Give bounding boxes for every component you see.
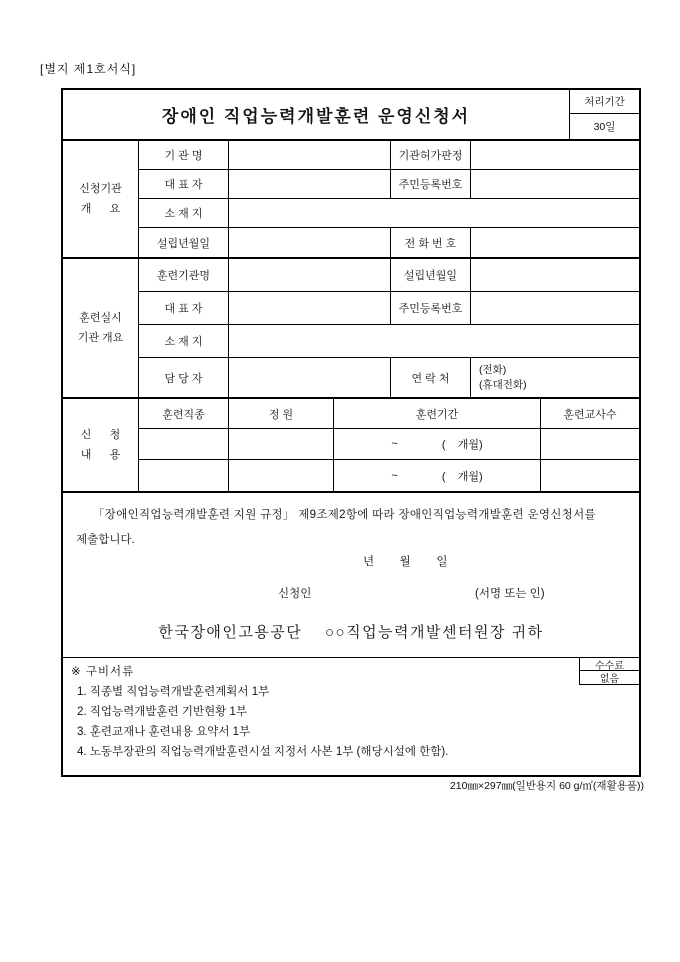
recipient-line: 한국장애인고용공단 ○○직업능력개발센터원장 귀하 (158, 624, 544, 641)
paper-spec-note: 210㎜×297㎜(일반용지 60 g/㎡(재활용품)) (449, 780, 644, 792)
date-line: 년 월 일 (363, 556, 448, 568)
table-row (139, 228, 639, 257)
section-title-line: 개 요 (80, 203, 121, 215)
list-item: 3. 훈련교재나 훈련내용 요약서 1부 (77, 726, 251, 738)
field-label: 소 재 지 (139, 325, 229, 357)
processing-period-box (570, 90, 639, 139)
field-input-cell (229, 170, 391, 198)
doc-form-label: [별지 제1호서식] (40, 62, 137, 76)
period-months: ( 개월) (441, 470, 483, 483)
section-title-line: 신 청 (80, 429, 121, 441)
section-title-line: 훈련실시 (79, 312, 122, 324)
fee-label: 수수료 (580, 658, 639, 671)
signature-note: (서명 또는 인) (475, 588, 545, 600)
field-input-cell (229, 259, 391, 291)
field-label: 담 당 자 (139, 358, 229, 397)
teachers-input-cell (541, 429, 639, 459)
field-label: 대 표 자 (139, 292, 229, 324)
processing-period-value: 30일 (593, 121, 616, 133)
period-input-cell (334, 460, 541, 491)
declaration-text-line2: 제출합니다. (76, 534, 135, 546)
section-application-content (63, 397, 639, 491)
section-applicant-org (63, 140, 639, 257)
field-input-cell (229, 228, 391, 257)
table-row (139, 141, 639, 170)
table-row (139, 460, 639, 491)
field-label: 연 락 처 (391, 358, 471, 397)
contact-phone-label: (전화) (479, 363, 507, 376)
field-input-cell (229, 199, 639, 227)
table-row (139, 170, 639, 199)
field-input-cell (471, 259, 639, 291)
column-header: 훈련기간 (334, 399, 541, 428)
field-label: 대 표 자 (139, 170, 229, 198)
fee-box (579, 658, 639, 685)
column-header: 정 원 (229, 399, 334, 428)
attachments-list (77, 682, 448, 762)
teachers-input-cell (541, 460, 639, 491)
period-months: ( 개월) (441, 439, 483, 451)
list-item: 2. 직업능력개발훈련 기반현황 1부 (77, 706, 247, 718)
declaration-section (63, 491, 639, 657)
main-form-table (61, 88, 641, 777)
attachments-title: ※ 구비서류 (71, 666, 135, 678)
field-label: 소 재 지 (139, 199, 229, 227)
declaration-text-line1: 「장애인직업능력개발훈련 지원 규정」 제9조제2항에 따라 장애인직업능력개발훈련 운영신청서를 (93, 509, 596, 521)
table-row (139, 199, 639, 228)
period-input-cell (334, 429, 541, 459)
field-input-cell (229, 325, 639, 357)
period-tilde: ~ (391, 469, 398, 482)
list-item: 1. 직종별 직업능력개발훈련계획서 1부 (77, 686, 270, 698)
section-title-line: 신청기관 (79, 183, 122, 195)
section-training-org-header (63, 259, 139, 397)
period-tilde: ~ (391, 438, 398, 450)
field-label: 기 관 명 (139, 141, 229, 169)
field-input-cell (471, 228, 639, 257)
field-input-cell (229, 292, 391, 324)
table-row (139, 358, 639, 397)
fee-value: 없음 (580, 671, 639, 685)
form-title: 장애인 직업능력개발훈련 운영신청서 (63, 90, 570, 139)
section-training-org (63, 257, 639, 397)
section-applicant-org-header (63, 141, 139, 257)
section-title-line: 내 용 (80, 449, 121, 461)
column-header: 훈련직종 (139, 399, 229, 428)
field-input-cell (471, 292, 639, 324)
job-input-cell (139, 460, 229, 491)
table-row (139, 429, 639, 460)
field-label: 설립년월일 (391, 259, 471, 291)
section-title-line: 기관 개요 (77, 332, 124, 344)
field-input-cell (471, 170, 639, 198)
table-row (139, 259, 639, 292)
title-row (63, 90, 639, 140)
capacity-input-cell (229, 429, 334, 459)
field-label: 주민등록번호 (391, 292, 471, 324)
attachments-section (63, 657, 639, 775)
field-label: 훈련기관명 (139, 259, 229, 291)
field-label: 설립년월일 (139, 228, 229, 257)
field-input-cell (471, 141, 639, 169)
field-input-cell (229, 358, 391, 397)
field-input-cell (229, 141, 391, 169)
contact-mobile-label: (휴대전화) (479, 378, 527, 391)
contact-input-cell (471, 358, 639, 397)
table-row (139, 292, 639, 325)
applicant-label: 신청인 (278, 588, 312, 600)
processing-period-label: 처리기간 (570, 90, 639, 114)
job-input-cell (139, 429, 229, 459)
capacity-input-cell (229, 460, 334, 491)
field-label: 전 화 번 호 (391, 228, 471, 257)
table-row (139, 325, 639, 358)
field-label: 주민등록번호 (391, 170, 471, 198)
table-header-row (139, 399, 639, 429)
field-label: 기관허가판정 (391, 141, 471, 169)
section-application-content-header (63, 399, 139, 491)
column-header: 훈련교사수 (563, 408, 617, 421)
list-item: 4. 노동부장관의 직업능력개발훈련시설 지정서 사본 1부 (해당시설에 한함). (77, 746, 449, 758)
